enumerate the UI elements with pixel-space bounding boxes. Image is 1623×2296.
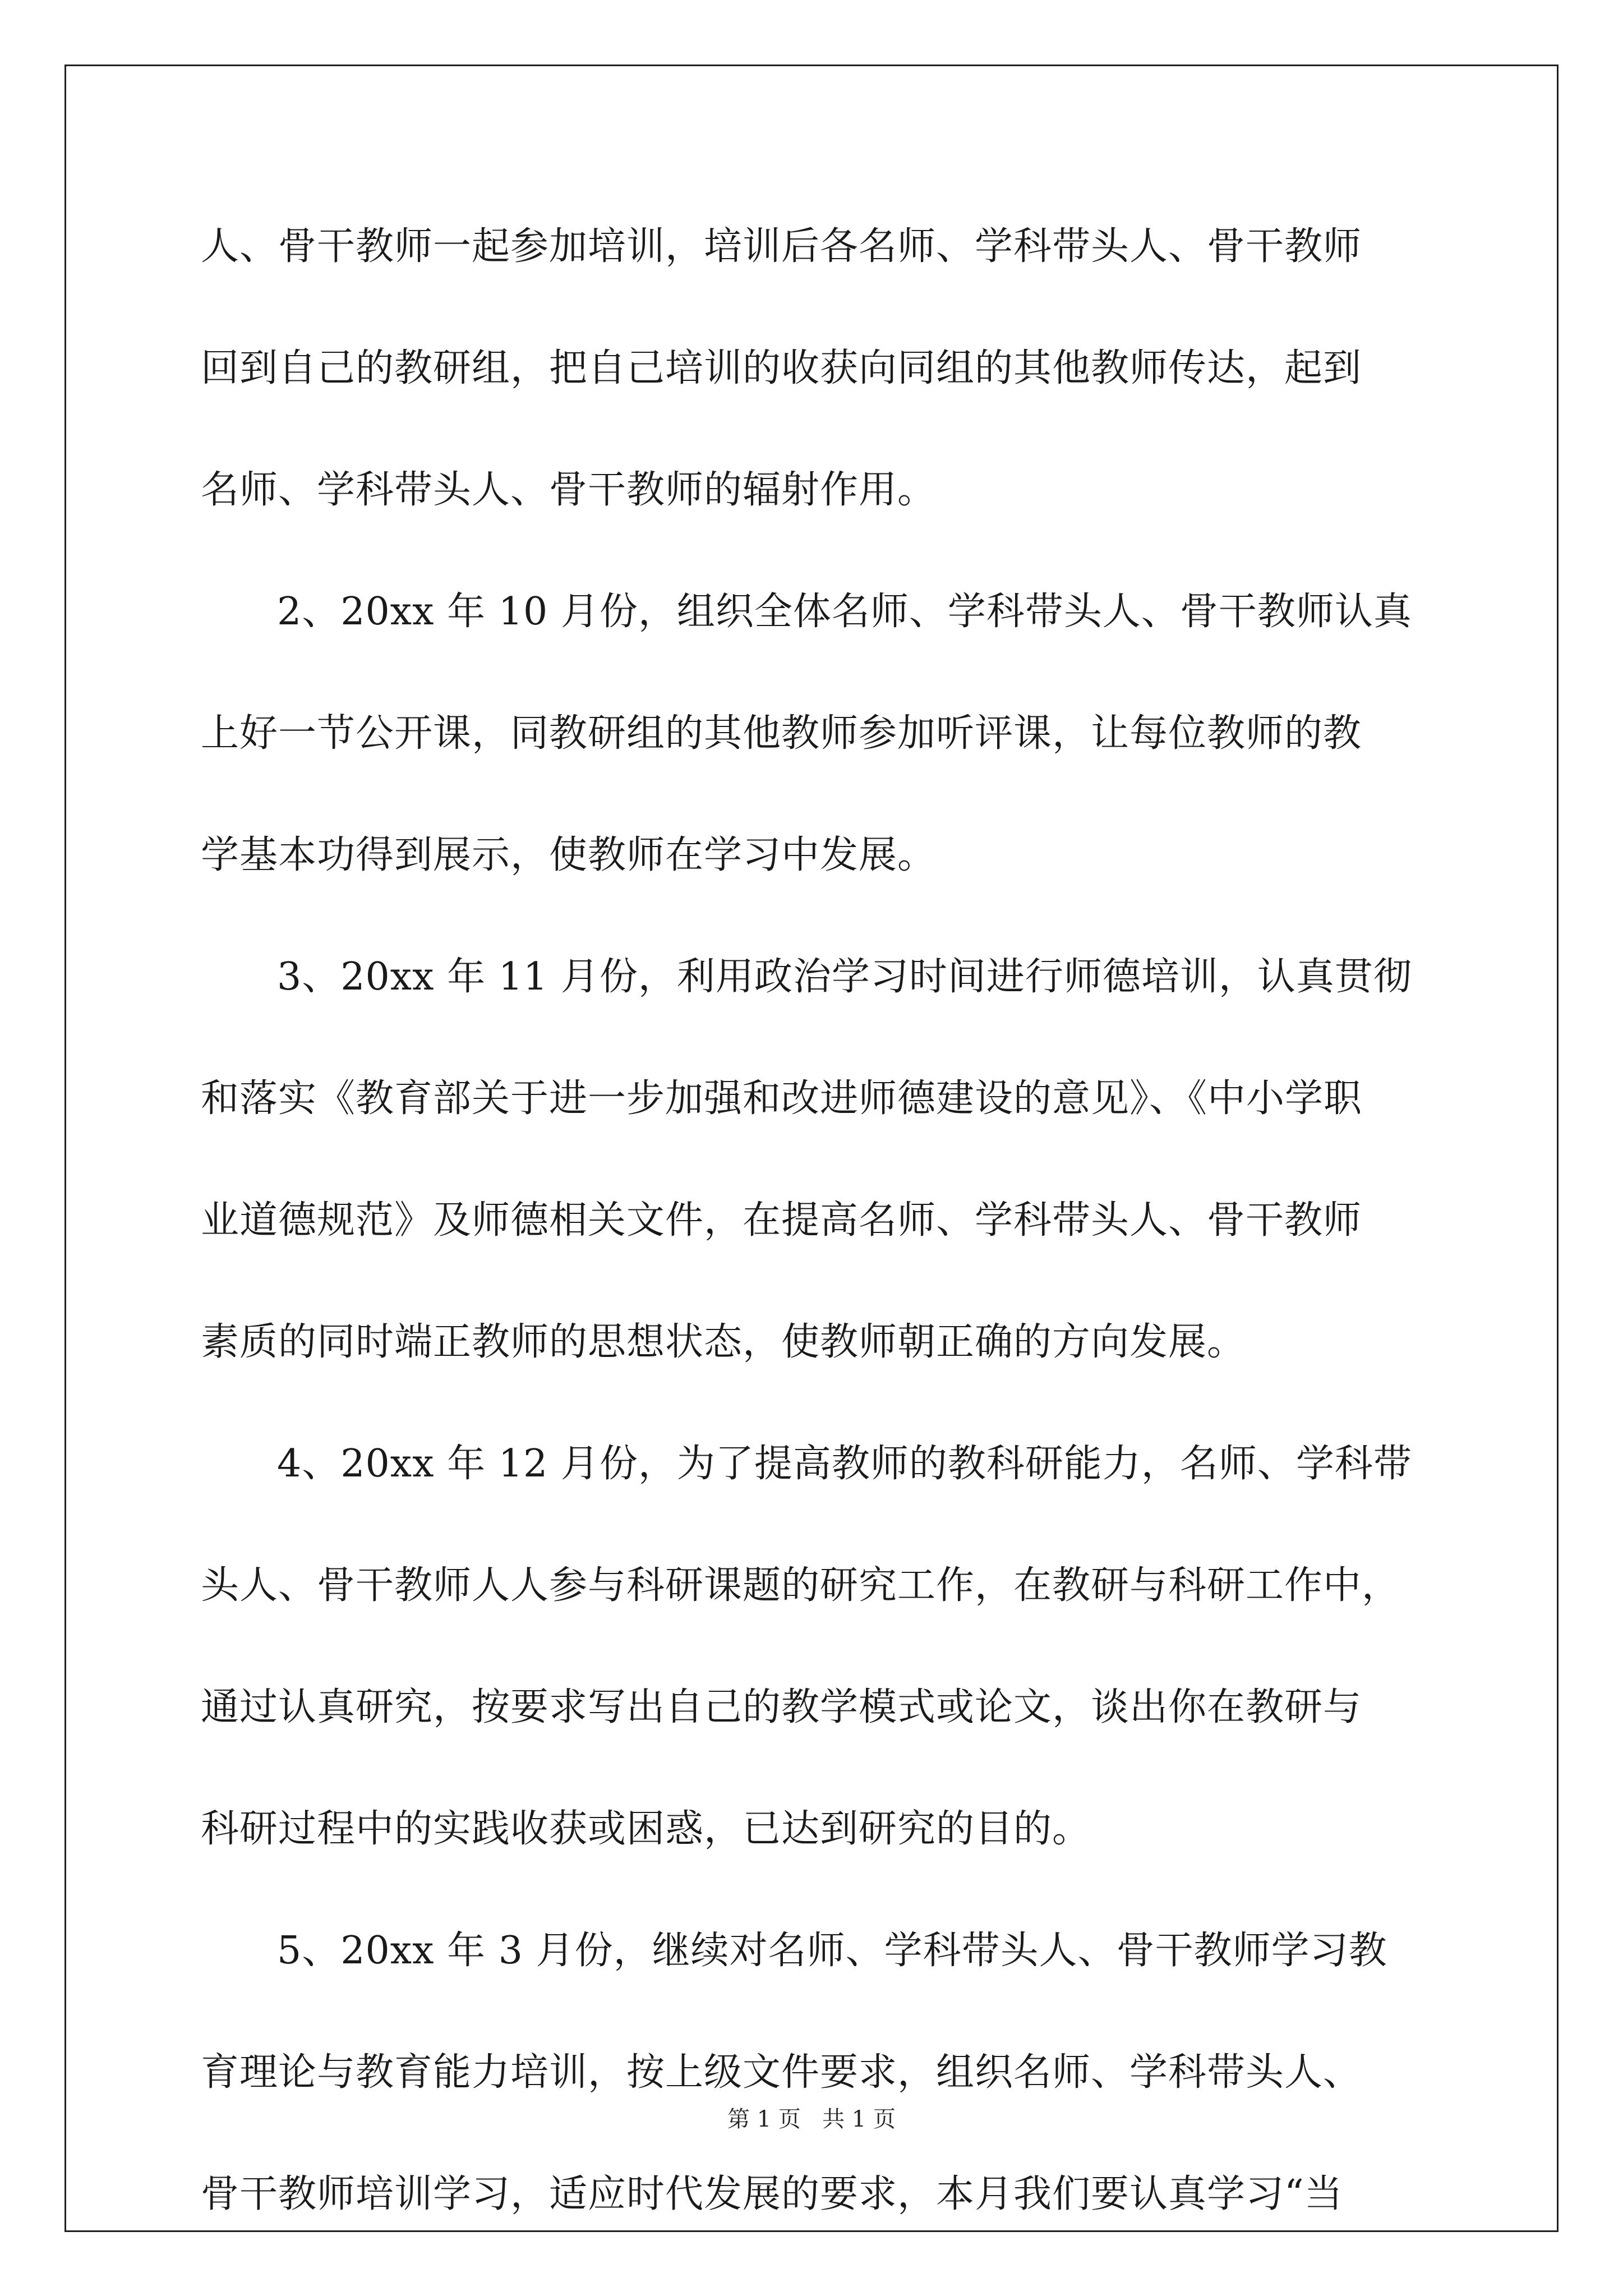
paragraph-3-start: 3、20xx 年 11 月份，利用政治学习时间进行师德培训，认真贯彻 — [277, 955, 1412, 999]
text-line-2: 回到自己的教研组，把自己培训的收获向同组的其他教师传达，起到 — [201, 346, 1362, 390]
text-line-12: 头人、骨干教师人人参与科研课题的研究工作，在教研与科研工作中， — [201, 1563, 1401, 1608]
paragraph-2-start: 2、20xx 年 10 月份，组织全体名师、学科带头人、骨干教师认真 — [277, 590, 1412, 634]
text-line-8: 和落实《教育部关于进一步加强和改进师德建设的意见》、《中小学职 — [201, 1076, 1363, 1121]
text-line-3: 名师、学科带头人、骨干教师的辐射作用。 — [201, 468, 937, 512]
paragraph-5-start: 5、20xx 年 3 月份，继续对名师、学科带头人、骨干教师学习教 — [277, 1929, 1387, 1973]
text-line-6: 学基本功得到展示，使教师在学习中发展。 — [201, 833, 937, 877]
text-line-13: 通过认真研究，按要求写出自己的教学模式或论文，谈出你在教研与 — [201, 1685, 1362, 1729]
text-line-16: 育理论与教育能力培训，按上级文件要求，组织名师、学科带头人、 — [201, 2050, 1362, 2095]
text-line-9: 业道德规范》及师德相关文件，在提高名师、学科带头人、骨干教师 — [201, 1198, 1362, 1243]
text-line-1: 人、骨干教师一起参加培训，培训后各名师、学科带头人、骨干教师 — [201, 224, 1362, 269]
page-footer: 第 1 页 共 1 页 — [727, 2106, 896, 2132]
text-line-10: 素质的同时端正教师的思想状态，使教师朝正确的方向发展。 — [201, 1320, 1246, 1364]
text-line-14: 科研过程中的实践收获或困惑，已达到研究的目的。 — [201, 1807, 1091, 1851]
paragraph-4-start: 4、20xx 年 12 月份，为了提高教师的教科研能力，名师、学科带 — [277, 1442, 1412, 1486]
text-line-17: 骨干教师培训学习，适应时代发展的要求，本月我们要认真学习“当 — [201, 2172, 1343, 2216]
document-body — [201, 202, 1435, 2271]
text-line-5: 上好一节公开课，同教研组的其他教师参加听评课，让每位教师的教 — [201, 711, 1362, 756]
